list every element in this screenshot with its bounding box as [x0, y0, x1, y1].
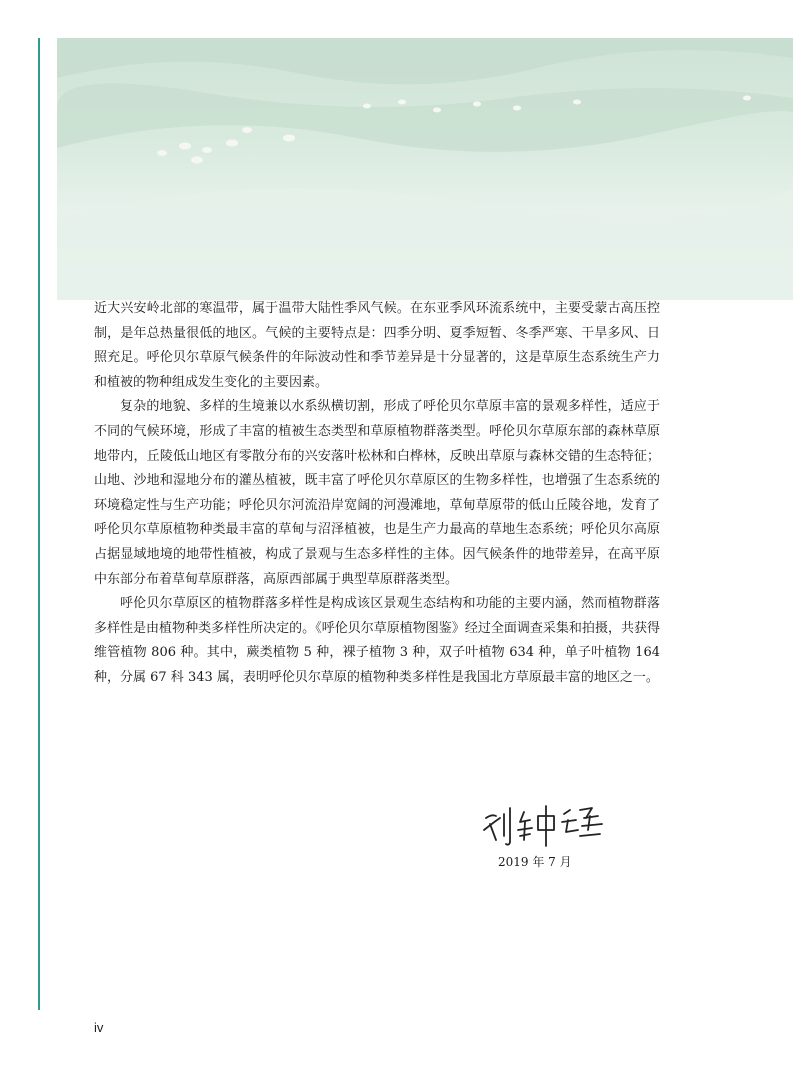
date: 2019 年 7 月: [498, 855, 572, 869]
preface-body: [94, 297, 660, 691]
paragraph-1: 近大兴安岭北部的寒温带，属于温带大陆性季风气候。在东亚季风环流系统中，主要受蒙古高压控制，是年总热量很低的地区。气候的主要特点是：四季分明、夏季短暂、冬季严寒、干旱多风、日照充足。呼伦贝尔草原气候条件的年际波动性和季节差异是十分显著的，这是草原生态系统生产力和植被的物种组成发生变化的主要因素。: [94, 301, 660, 390]
author-signature: [480, 800, 610, 850]
page-number: iv: [94, 1020, 104, 1035]
grassland-illustration: [57, 38, 793, 300]
header-photo-grassland: [57, 38, 793, 300]
paragraph-2: 复杂的地貌、多样的生境兼以水系纵横切割，形成了呼伦贝尔草原丰富的景观多样性，适应于不同的气候环境，形成了丰富的植被生态类型和草原植物群落类型。呼伦贝尔草原东部的森林草原地带内，丘陵低山地区有零散分布的兴安落叶松林和白桦林，反映出草原与森林交错的生态特征；山地、沙地和湿地分布的灌丛植被，既丰富了呼伦贝尔草原区的生物多样性，也增强了生态系统的环境稳定性与生产功能；呼伦贝尔河流沿岸宽阔的河漫滩地，草甸草原带的低山丘陵谷地，发育了呼伦贝尔草原植物种类最丰富的草甸与沼泽植被，也是生产力最高的草地生态系统；呼伦贝尔高原占据显域地境的地带性植被，构成了景观与生态多样性的主体。因气候条件的地带差异，在高平原中东部分布着草甸草原群落，高原西部属于典型草原群落类型。: [94, 399, 660, 587]
paragraph-3: 呼伦贝尔草原区的植物群落多样性是构成该区景观生态结构和功能的主要内涵，然而植物群落多样性是由植物种类多样性所决定的。《呼伦贝尔草原植物图鉴》经过全面调查采集和拍摄，共获得维管植物 806 种。其中，蕨类植物 5 种，裸子植物 3 种，双子叶植物 634 种，单子叶植物 164 种，分属 67 科 343 属，表明呼伦贝尔草原的植物种类多样性是我国北方草原最丰富的地区之一。: [94, 596, 660, 685]
margin-rule: [38, 38, 40, 1010]
signature-strokes: [480, 800, 610, 850]
